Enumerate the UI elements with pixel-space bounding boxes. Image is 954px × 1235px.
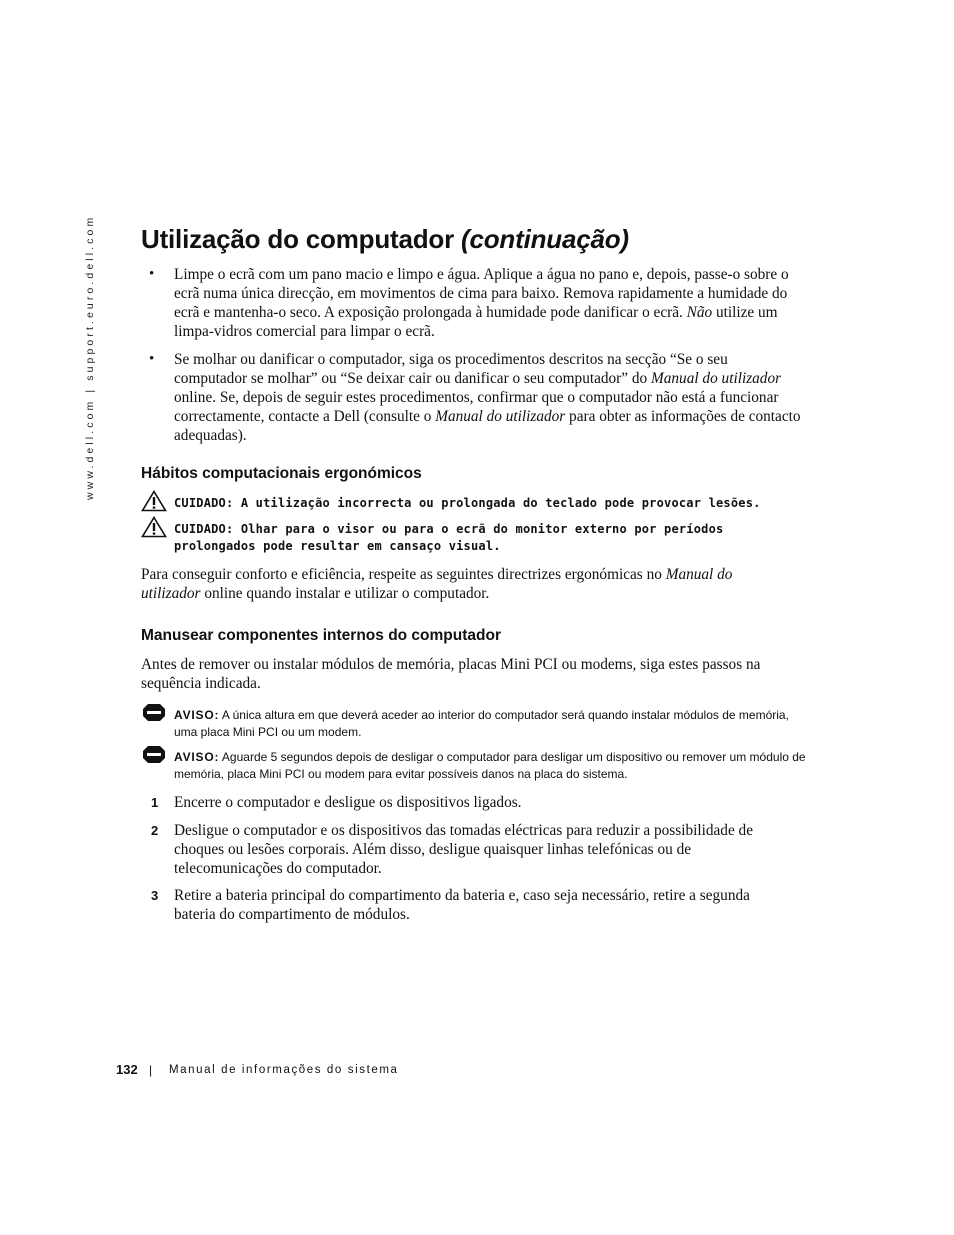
step-number: 2	[151, 823, 159, 838]
bullet-wet-computer	[174, 350, 804, 445]
internal-intro-paragraph: Antes de remover ou instalar módulos de memória, placas Mini PCI ou modems, siga estes passos na sequência indicada.	[141, 656, 761, 692]
paragraph-text: Para conseguir conforto e eficiência, respeite as seguintes directrizes ergonómicas no	[141, 566, 666, 583]
footer-document-title: Manual de informações do sistema	[169, 1064, 399, 1076]
notice-label: AVISO:	[174, 750, 220, 764]
bullet-emphasis: Não	[686, 304, 713, 321]
paragraph-text: online quando instalar e utilizar o computador.	[200, 585, 490, 602]
bullet-text: utilize um limpa-vidros comercial para limpar o ecrã.	[174, 304, 778, 340]
step-number: 1	[151, 795, 159, 810]
bullet-clean-screen	[174, 265, 804, 341]
bullet-text: online. Se, depois de seguir estes procedimentos, confirmar que o computador não está a funcionar correctamente, contacte a Dell (consulte o	[174, 389, 779, 425]
step-text: Desligue o computador e os dispositivos das tomadas eléctricas para reduzir a possibilidade de choques ou lesões corporais. Além disso, desligue quaisquer linhas telefónicas ou de telecomunicações do computador.	[174, 822, 753, 877]
notice-access-interior	[174, 707, 814, 741]
caution-triangle-icon	[141, 516, 167, 538]
page-number: 132	[116, 1062, 138, 1077]
bullet-text: para obter as informações de contacto adequadas).	[174, 408, 801, 444]
title-main: Utilização do computador	[141, 224, 462, 254]
caution-triangle-icon	[141, 490, 167, 512]
manual-reference: Manual do utilizador	[435, 408, 566, 425]
manual-reference: Manual do utilizador	[141, 566, 733, 602]
step-text: Encerre o computador e desligue os dispositivos ligados.	[174, 794, 522, 811]
footer-separator: |	[149, 1063, 153, 1077]
notice-text: A única altura em que deverá aceder ao interior do computador será quando instalar módulos de memória, uma placa Mini PCI ou um modem.	[174, 708, 789, 739]
notice-text: Aguarde 5 segundos depois de desligar o computador para desligar um dispositivo ou remover um módulo de memória, placa Mini PCI ou modem para evitar possíveis danos na placa do sistema.	[174, 750, 806, 781]
bullet-text: Limpe o ecrã com um pano macio e limpo e água. Aplique a água no pano e, depois, passe-o sobre o ecrã numa única direcção, em movimentos de cima para baixo. Remova rapidamente a humidade do ecrã e mantenha-o seco. A exposição prolongada à humidade pode danificar o ecrã.	[174, 266, 789, 321]
caution-eyestrain: CUIDADO: Olhar para o visor ou para o ecrã do monitor externo por períodos prolongados pode resultar em cansaço visual.	[174, 522, 724, 553]
step-text: Retire a bateria principal do compartimento da bateria e, caso seja necessário, retire a segunda bateria do compartimento de módulos.	[174, 887, 750, 923]
notice-icon	[142, 745, 166, 764]
notice-icon	[142, 703, 166, 722]
notice-label: AVISO:	[174, 708, 220, 722]
ergonomics-paragraph	[141, 565, 791, 603]
title-continuation: (continuação)	[461, 224, 629, 254]
notice-wait-seconds	[174, 749, 814, 783]
section-heading-ergonomics: Hábitos computacionais ergonómicos	[141, 465, 422, 482]
section-heading-internal-components: Manusear componentes internos do computador	[141, 627, 501, 644]
bullet-marker: •	[149, 351, 155, 367]
page-title	[141, 224, 629, 255]
manual-reference: Manual do utilizador	[651, 370, 782, 387]
bullet-marker: •	[149, 266, 155, 282]
step-number: 3	[151, 888, 159, 903]
caution-keyboard: CUIDADO: A utilização incorrecta ou prolongada do teclado pode provocar lesões.	[174, 496, 761, 510]
side-url: www.dell.com | support.euro.dell.com	[84, 214, 96, 500]
bullet-text: Se molhar ou danificar o computador, siga os procedimentos descritos na secção “Se o seu computador se molhar” ou “Se deixar cair ou danificar o seu computador” do	[174, 351, 728, 387]
